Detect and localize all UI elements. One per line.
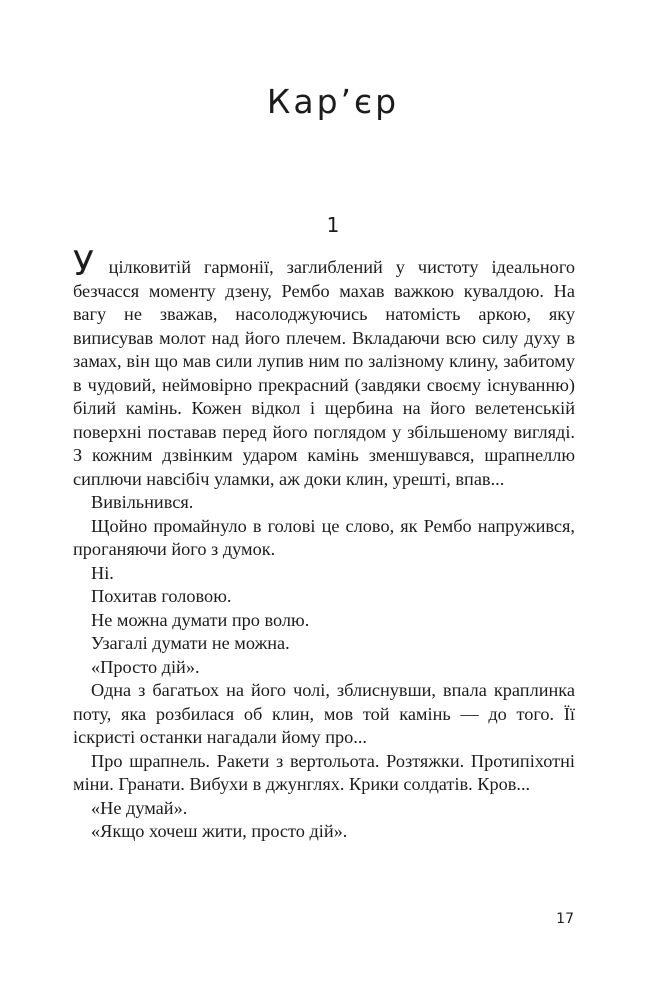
paragraph: Узагалі думати не можна.: [91, 633, 290, 653]
section-number: 1: [326, 213, 340, 237]
paragraph: «Просто дій».: [91, 656, 200, 677]
page-number: 17: [556, 911, 574, 927]
paragraph: «Не думай».: [91, 797, 188, 818]
first-paragraph-text: цілковитій гармонії, заглиблений у чистоту ідеального безчасся моменту дзену, Рембо махав важкою кувалдою. На вагу не зважав, насолоджуючись натомість аркою, яку виписував молот над його плечем. Вкладаючи всю силу духу в замах, він що мав сили лупив ним по залізному клину, забитому в чудовий, неймовірно прекрасний (завдяки своєму існуванню) білий камінь. Кожен відкол і щербина на його велетенській поверхні поставав перед його поглядом у збільшеному вигляді. З кожним дзвінким ударом камінь зменшувався, шрапнеллю сиплючи навсібіч уламки, аж доки клин, урешті, впав...: [73, 257, 575, 489]
paragraph: Вивільнився.: [91, 492, 194, 512]
paragraph: Одна з багатьох на його чолі, зблиснувши, впала краплинка поту, яка розбилася об клин, мов той камінь — до того. Її іскристі останки нагадали йому про...: [73, 680, 575, 747]
paragraph: Щойно промайнуло в голові це слово, як Рембо напружився, проганяючи його з думок.: [73, 515, 575, 559]
drop-cap: У: [73, 244, 94, 284]
paragraph: Про шрапнель. Ракети з вертольота. Розтяжки. Протипіхотні міни. Гранати. Вибухи в джунглях. Крики солдатів. Кров...: [73, 750, 575, 794]
body-text: [73, 244, 575, 844]
paragraph: Не можна думати про волю.: [91, 609, 310, 630]
paragraph: Ні.: [91, 562, 114, 583]
paragraph: Похитав головою.: [91, 586, 232, 606]
paragraph: «Якщо хочеш жити, просто дій».: [91, 821, 348, 841]
first-paragraph: [73, 244, 575, 491]
chapter-title: Кар’єр: [266, 82, 400, 121]
